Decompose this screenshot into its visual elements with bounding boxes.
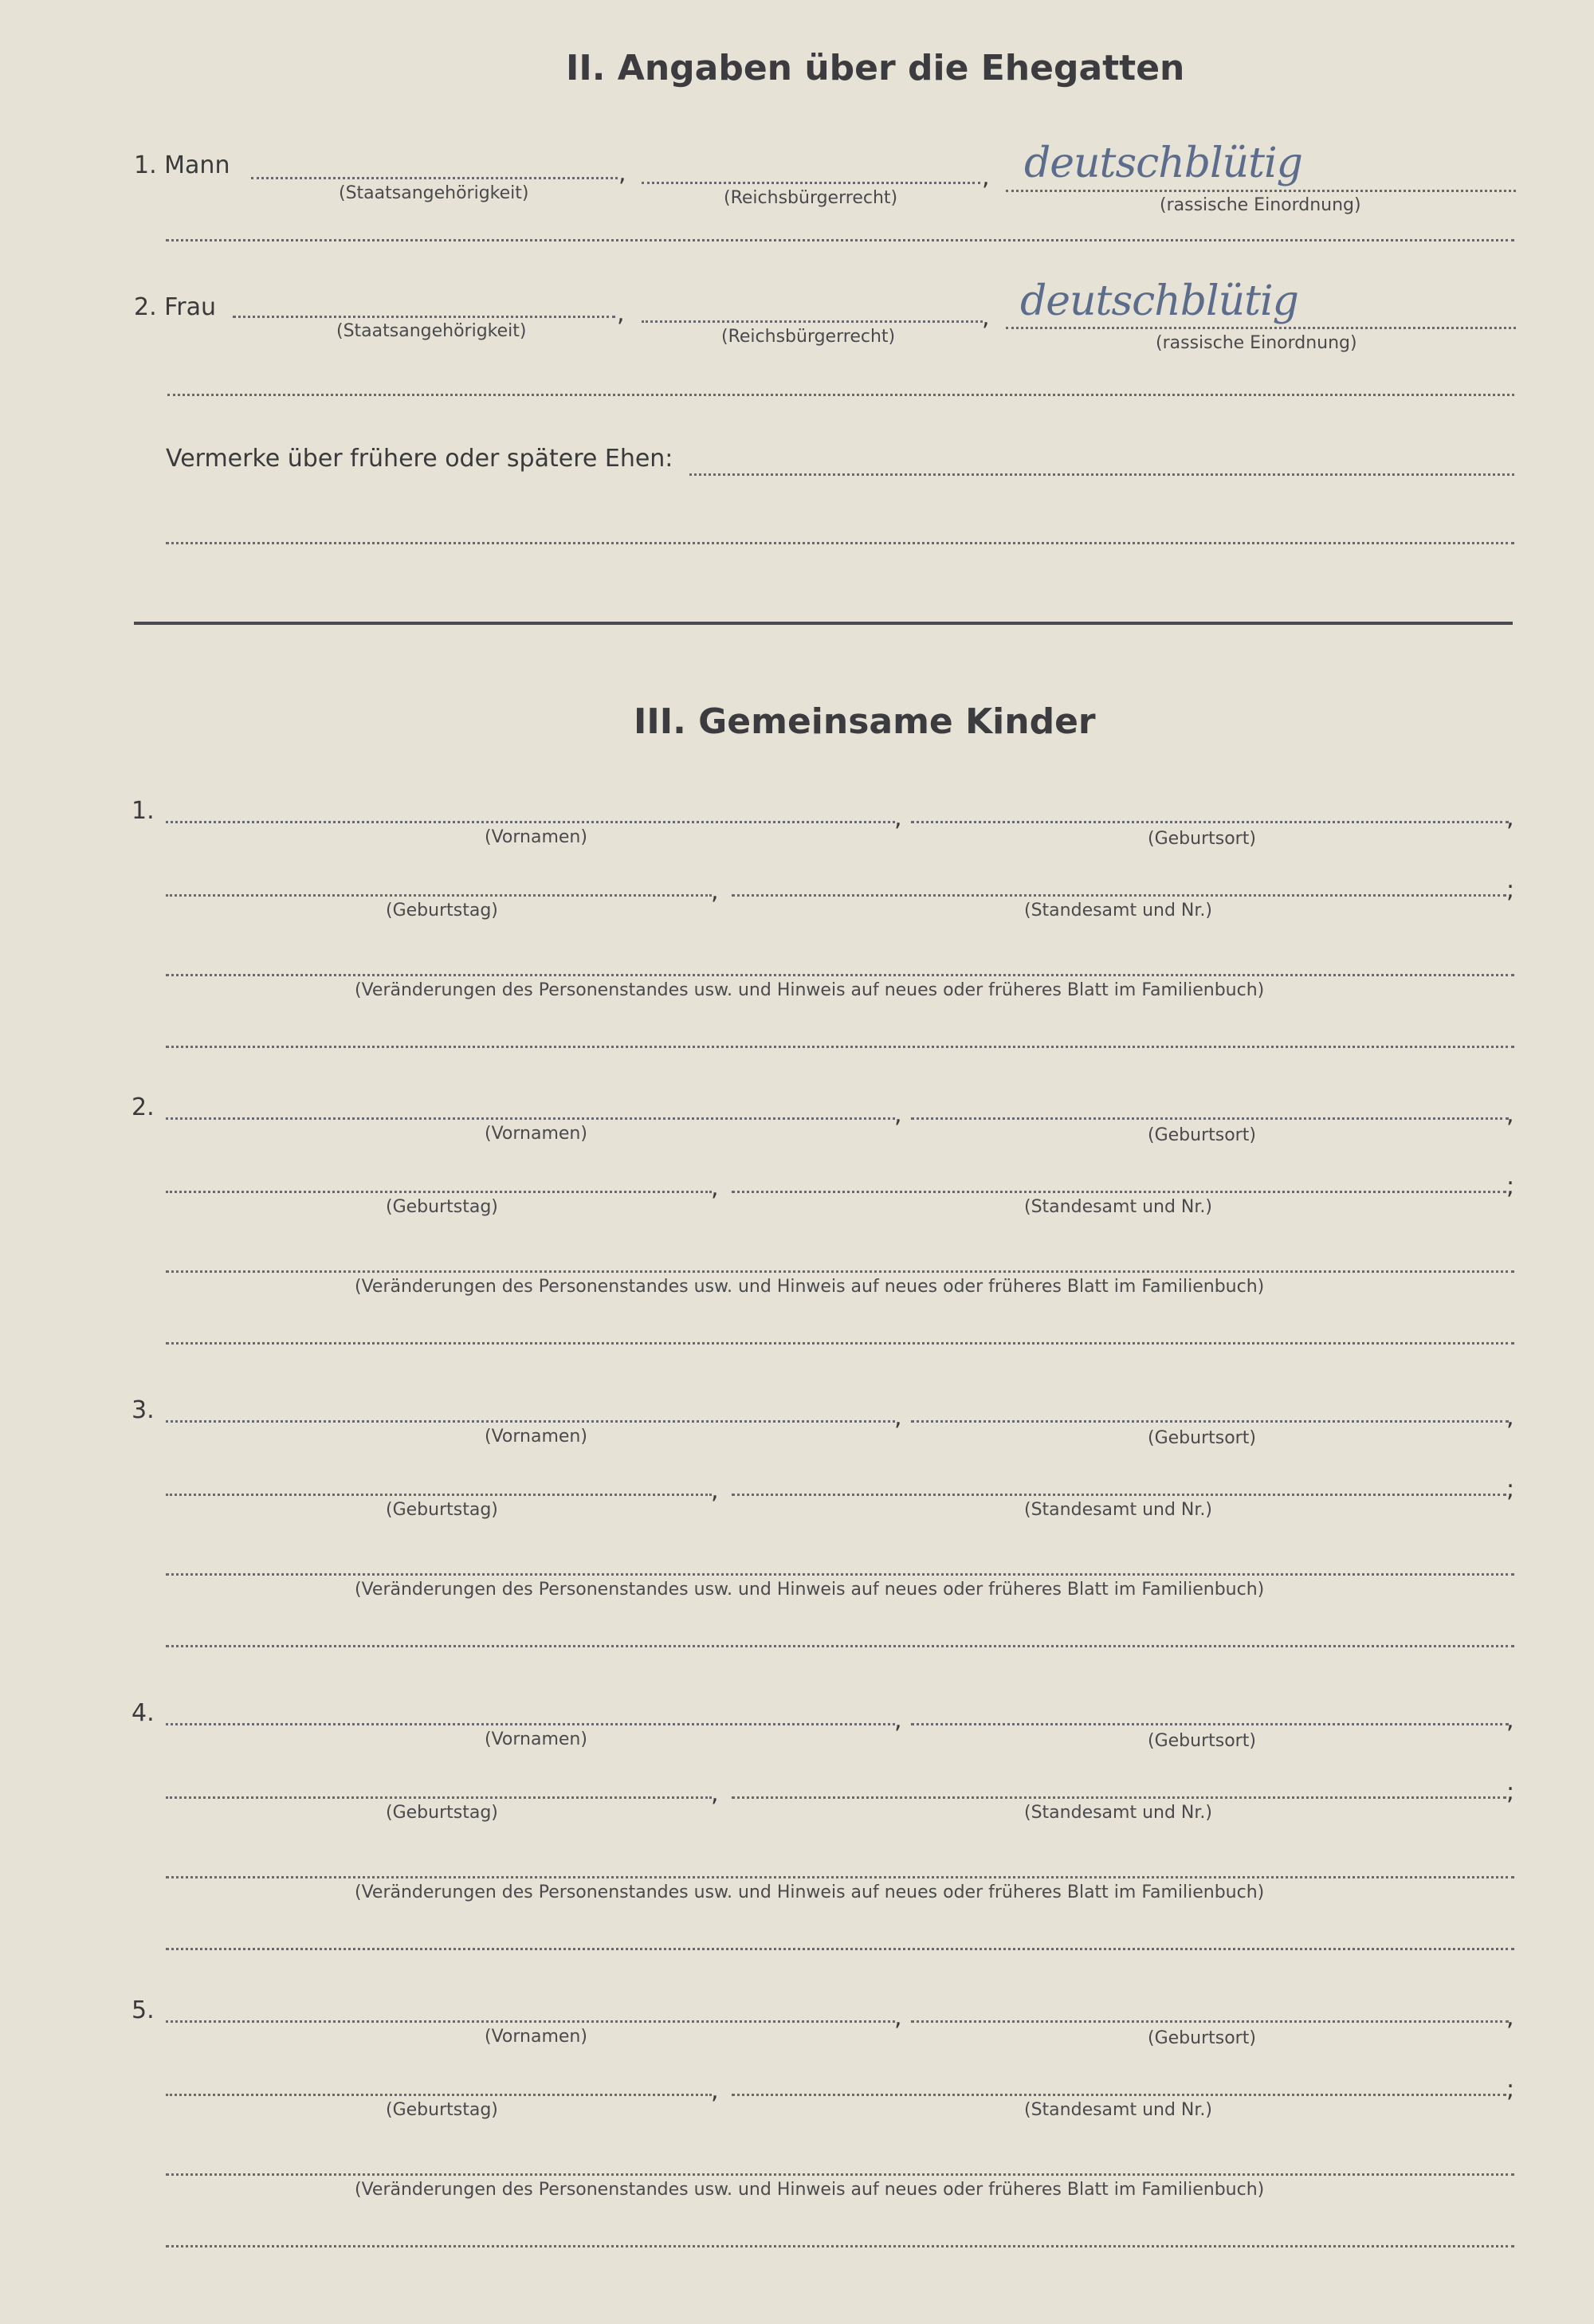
child-extra-line[interactable] xyxy=(166,1645,1514,1647)
child-extra-line[interactable] xyxy=(166,1046,1514,1048)
child-standesamt-field[interactable] xyxy=(732,2094,1506,2096)
child-cap-geburtsort: (Geburtsort) xyxy=(1148,829,1256,849)
child-geburtsort-field[interactable] xyxy=(911,1723,1509,1725)
child-vornamen-field[interactable] xyxy=(166,1723,895,1725)
child-standesamt-field[interactable] xyxy=(732,1796,1506,1799)
child-cap-geburtstag: (Geburtstag) xyxy=(386,1197,498,1217)
child-cap-standesamt: (Standesamt und Nr.) xyxy=(1024,901,1212,921)
frau-rassische-einordnung-field[interactable] xyxy=(1006,327,1516,329)
child-cap-veraenderungen: (Veränderungen des Personenstandes usw. und Hinweis auf neues oder früheres Blatt im Familienbuch) xyxy=(355,1580,1265,1600)
child-vornamen-field[interactable] xyxy=(166,1420,895,1423)
child-cap-vornamen: (Vornamen) xyxy=(485,1124,587,1144)
child-cap-vornamen: (Vornamen) xyxy=(485,2027,587,2047)
child-vornamen-field[interactable] xyxy=(166,2020,895,2023)
section-ii-title: II. Angaben über die Ehegatten xyxy=(566,48,1185,88)
child-standesamt-field[interactable] xyxy=(732,1494,1506,1496)
frau-reichsbuergerrecht-field[interactable] xyxy=(642,320,983,323)
child-extra-line[interactable] xyxy=(166,1342,1514,1345)
child-entry-2: 2. , , (Vornamen) (Geburtsort) , ; (Geburtstag) (Standesamt und Nr.) (Veränderungen des Personenstandes usw. und Hinweis auf neues oder früheres Blatt im Familienbuch) xyxy=(0,1093,1594,1396)
child-entry-3: 3. , , (Vornamen) (Geburtsort) , ; (Geburtstag) (Standesamt und Nr.) (Veränderungen des Personenstandes usw. und Hinweis auf neues oder früheres Blatt im Familienbuch) xyxy=(0,1396,1594,1699)
child-cap-geburtsort: (Geburtsort) xyxy=(1148,1125,1256,1145)
mann-extra-line[interactable] xyxy=(166,239,1514,241)
child-geburtstag-field[interactable] xyxy=(166,1191,712,1193)
child-cap-geburtsort: (Geburtsort) xyxy=(1148,1731,1256,1751)
child-cap-standesamt: (Standesamt und Nr.) xyxy=(1024,1500,1212,1520)
child-cap-geburtsort: (Geburtsort) xyxy=(1148,2028,1256,2048)
child-geburtsort-field[interactable] xyxy=(911,2020,1509,2023)
child-geburtstag-field[interactable] xyxy=(166,1796,712,1799)
child-number: 4. xyxy=(132,1699,155,1727)
child-standesamt-field[interactable] xyxy=(732,894,1506,897)
child-geburtstag-field[interactable] xyxy=(166,1494,712,1496)
frau-rassische-einordnung-value: deutschblütig xyxy=(1020,277,1298,325)
frau-cap-rasse: (rassische Einordnung) xyxy=(1156,333,1357,353)
child-cap-standesamt: (Standesamt und Nr.) xyxy=(1024,2100,1212,2120)
section-divider xyxy=(134,622,1513,625)
child-geburtsort-field[interactable] xyxy=(911,1420,1509,1423)
child-cap-geburtstag: (Geburtstag) xyxy=(386,901,498,921)
mann-label: 1. Mann xyxy=(134,151,230,179)
vermerke-field-2[interactable] xyxy=(166,542,1514,544)
child-cap-vornamen: (Vornamen) xyxy=(485,1427,587,1447)
section-iii-title: III. Gemeinsame Kinder xyxy=(634,701,1096,742)
mann-cap-reich: (Reichsbürgerrecht) xyxy=(724,188,898,208)
child-standesamt-field[interactable] xyxy=(732,1191,1506,1193)
child-veraenderungen-field[interactable] xyxy=(166,974,1514,976)
child-veraenderungen-field[interactable] xyxy=(166,1270,1514,1273)
child-geburtsort-field[interactable] xyxy=(911,821,1509,823)
child-cap-vornamen: (Vornamen) xyxy=(485,827,587,847)
child-cap-geburtstag: (Geburtstag) xyxy=(386,1803,498,1823)
child-cap-standesamt: (Standesamt und Nr.) xyxy=(1024,1197,1212,1217)
frau-cap-staat: (Staatsangehörigkeit) xyxy=(336,321,527,341)
child-geburtstag-field[interactable] xyxy=(166,2094,712,2096)
child-vornamen-field[interactable] xyxy=(166,1117,895,1120)
child-cap-vornamen: (Vornamen) xyxy=(485,1729,587,1749)
child-entry-1: 1. , , (Vornamen) (Geburtsort) , ; (Geburtstag) (Standesamt und Nr.) (Veränderungen des Personenstandes usw. und Hinweis auf neues oder früheres Blatt im Familienbuch) xyxy=(0,797,1594,1100)
child-veraenderungen-field[interactable] xyxy=(166,2173,1514,2176)
child-veraenderungen-field[interactable] xyxy=(166,1573,1514,1576)
child-entry-5: 5. , , (Vornamen) (Geburtsort) , ; (Geburtstag) (Standesamt und Nr.) (Veränderungen des Personenstandes usw. und Hinweis auf neues oder früheres Blatt im Familienbuch) xyxy=(0,1996,1594,2299)
child-vornamen-field[interactable] xyxy=(166,821,895,823)
child-cap-veraenderungen: (Veränderungen des Personenstandes usw. und Hinweis auf neues oder früheres Blatt im Familienbuch) xyxy=(355,980,1265,1000)
child-number: 2. xyxy=(132,1093,155,1121)
child-number: 5. xyxy=(132,1996,155,2024)
child-veraenderungen-field[interactable] xyxy=(166,1876,1514,1878)
child-cap-veraenderungen: (Veränderungen des Personenstandes usw. und Hinweis auf neues oder früheres Blatt im Familienbuch) xyxy=(355,2180,1265,2200)
mann-staatsangehoerigkeit-field[interactable] xyxy=(251,177,618,179)
frau-cap-reich: (Reichsbürgerrecht) xyxy=(721,327,896,347)
child-extra-line[interactable] xyxy=(166,2245,1514,2247)
child-geburtstag-field[interactable] xyxy=(166,894,712,897)
child-cap-veraenderungen: (Veränderungen des Personenstandes usw. und Hinweis auf neues oder früheres Blatt im Familienbuch) xyxy=(355,1277,1265,1297)
mann-cap-staat: (Staatsangehörigkeit) xyxy=(339,183,529,203)
mann-rassische-einordnung-value: deutschblütig xyxy=(1024,139,1302,187)
form-page: II. Angaben über die Ehegatten 1. Mann , , deutschblütig (Staatsangehörigkeit) (Reichsbürgerrecht) (rassische Einordnung) 2. Frau , , deutschblütig (Staatsangehörigkeit) (Reichsbürgerrecht) (rassische Einordnung) Vermerke über frühere oder spätere Ehen: III. Gemeinsame Kinder 1. , , (Vornamen) (Geburtsort) , ; (Geburtstag) (Standesamt und Nr.) (Veränderungen des Personenstandes usw. und Hinweis auf neues oder früheres Blatt im Familienbuch) 2. , , (Vornamen) (Geburtsort) , ; (Geburtstag) (Standesamt und Nr.) (Veränderungen des Personenstandes usw. und Hinweis auf neues oder früheres Blatt im Familienbuch) 3. , , (Vornamen) (Geburtsort) , ; (Geburtstag) (Standesamt und Nr.) (Veränderungen des Personenstandes usw. und Hinweis auf neues oder früheres Blatt im Familienbuch) 4. , , (Vornamen) (Geburtsort) , ; (Geburtstag) (Standesamt und Nr.) (Veränderungen des Personenstandes usw. und Hinweis auf neues oder früheres Blatt im Familienbuch) 5. , , (Vornamen) (Geburtsort) , ; (Geburtstag) (Standesamt und Nr.) (Veränderungen des Personenstandes usw. und Hinweis auf neues oder früheres Blatt im Familienbuch) xyxy=(0,0,1594,2324)
mann-reichsbuergerrecht-field[interactable] xyxy=(642,182,980,184)
vermerke-field[interactable] xyxy=(689,473,1514,476)
frau-staatsangehoerigkeit-field[interactable] xyxy=(233,316,615,318)
child-number: 3. xyxy=(132,1396,155,1424)
child-number: 1. xyxy=(132,797,155,825)
frau-extra-line[interactable] xyxy=(167,394,1514,396)
frau-label: 2. Frau xyxy=(134,293,216,321)
child-cap-geburtstag: (Geburtstag) xyxy=(386,2100,498,2120)
mann-cap-rasse: (rassische Einordnung) xyxy=(1160,195,1361,215)
vermerke-label: Vermerke über frühere oder spätere Ehen: xyxy=(166,445,673,473)
child-cap-geburtstag: (Geburtstag) xyxy=(386,1500,498,1520)
child-cap-veraenderungen: (Veränderungen des Personenstandes usw. und Hinweis auf neues oder früheres Blatt im Familienbuch) xyxy=(355,1882,1265,1902)
child-geburtsort-field[interactable] xyxy=(911,1117,1509,1120)
mann-rassische-einordnung-field[interactable] xyxy=(1006,190,1516,192)
child-cap-standesamt: (Standesamt und Nr.) xyxy=(1024,1803,1212,1823)
child-entry-4: 4. , , (Vornamen) (Geburtsort) , ; (Geburtstag) (Standesamt und Nr.) (Veränderungen des Personenstandes usw. und Hinweis auf neues oder früheres Blatt im Familienbuch) xyxy=(0,1699,1594,2002)
child-extra-line[interactable] xyxy=(166,1948,1514,1950)
child-cap-geburtsort: (Geburtsort) xyxy=(1148,1428,1256,1448)
